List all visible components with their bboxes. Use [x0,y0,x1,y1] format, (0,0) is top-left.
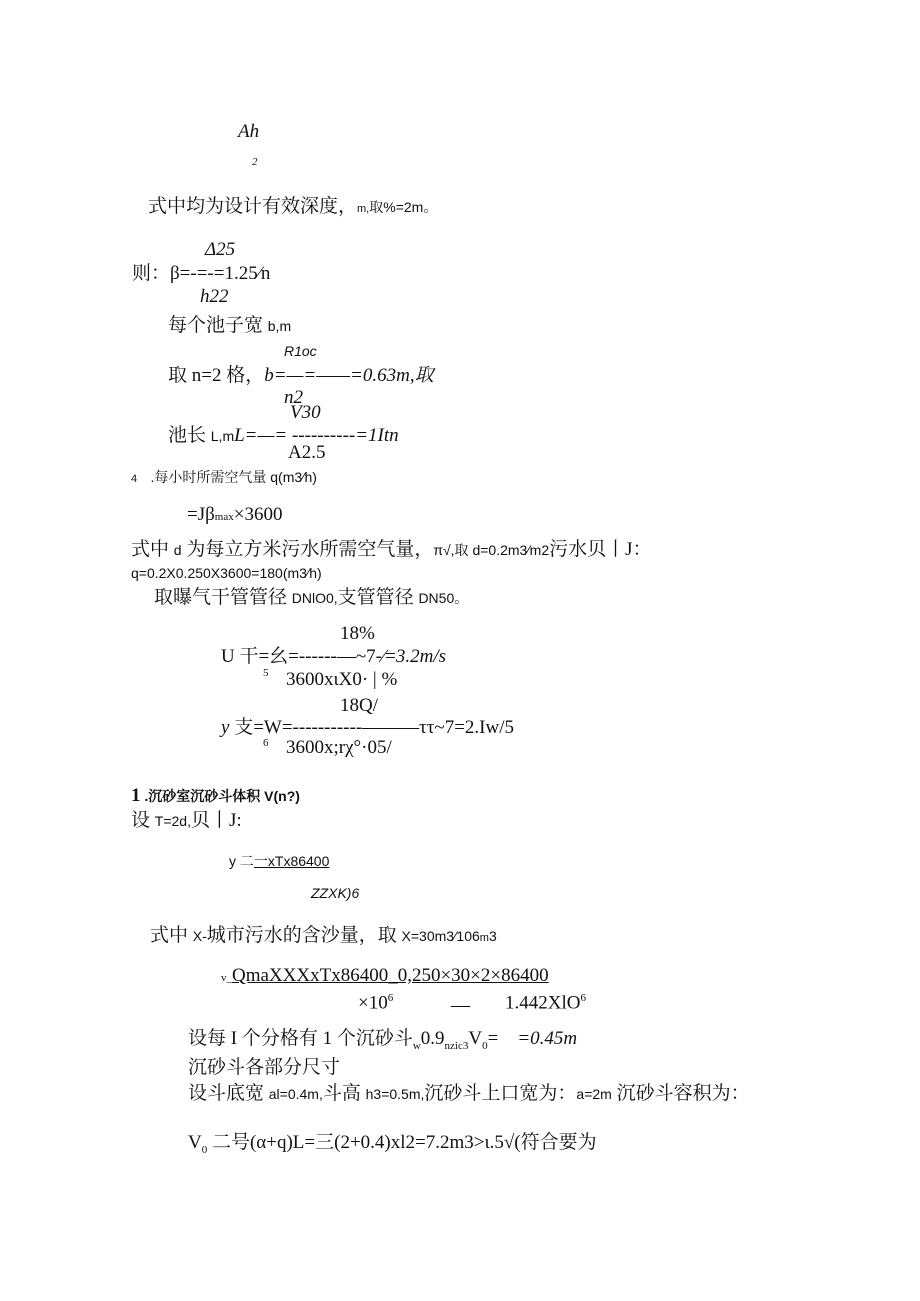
formula-numerator-25: Δ25 [205,239,236,260]
formula-volume-denominator-left: $\times 10^6$ [358,992,394,1014]
formula-hopper-capacity: $V_0$ 二号(α+q)L=三(2+0.4)xl2=7.2m3>ι.5√(符合要为 [188,1132,597,1156]
line-hopper-bottom-width: 设斗底宽 al=0.4m,斗高 h3=0.5m,沉砂斗上口宽为：a=2m 沉砂斗容积为： [188,1083,750,1104]
formula-denominator-main: 3600xιX0· | % [286,669,398,690]
formula-main-pipe-velocity: U 干=幺=------—~7-∕=3.2m/s [221,646,447,667]
line-hopper-per-cell: 设每 I 个分格有 1 个沉砂斗$_w0.9_{nzic3}V_0=$ =0.45m [188,1028,578,1052]
line-pool-length: 池长 L,mL=—= ----------=1Itn [168,425,399,446]
line-pool-width: 每个池子宽 b,m [168,315,292,336]
formula-volume-dash: — [451,995,470,1016]
line-depth-definition: 式中均为设计有效深度，m,取%=2m。 [148,196,438,217]
formula-n2: n2 [284,387,303,408]
formula-v30: V30 [290,402,321,423]
formula-a25: A2.5 [288,442,326,463]
heading-air-demand: 4 .每小时所需空气量 q(m3∕h) [131,469,317,485]
formula-denominator-hopper: ZZXK)6 [311,885,360,901]
formula-denominator-branch: 3600x;rχ°·05/ [286,737,392,758]
heading-sand-hopper-volume: 1 .沉砂室沉砂斗体积 V(n?) [131,785,300,806]
line-air-per-cubic-meter: 式中 d 为每立方米污水所需空气量，π√,取 d=0.2m3∕m2污水贝丨J： [131,539,652,560]
formula-marker-5: 5 [263,667,269,679]
formula-marker-6: 6 [263,737,269,749]
line-hopper-dimensions: 沉砂斗各部分尺寸 [188,1057,341,1078]
line-sand-content: 式中 X-城市污水的含沙量，取 X=30m3∕106m3 [150,925,497,946]
formula-volume-numerator: v_QmaXXXxTx86400_0,250×30×2×86400 [221,965,549,986]
formula-18pct: 18% [340,623,375,644]
line-width-calc: 取 n=2 格，b=—=——=0.63m,取 [168,365,434,386]
formula-subscript-2: 2 [252,156,258,168]
formula-branch-pipe-velocity: y 支=W=-----------———ττ~7=2.Iw/5 [221,717,514,738]
formula-r1oc: R1oc [284,343,317,359]
formula-q-result: q=0.2X0.250X3600=180(m3∕h) [131,565,322,581]
formula-volume-denominator-right: 1.442XlO$^6$ [505,992,586,1014]
line-pipe-diameter: 取曝气干管管径 DNlO0,支管管径 DN50。 [154,587,469,608]
formula-ah: Ah [238,121,260,142]
formula-beta-ratio: 则：β=-=-=1.25∕n [132,263,271,284]
formula-air-demand: =Jβmax×3600 [187,504,283,525]
formula-hopper-volume: y 二一xTx86400 [229,853,330,869]
line-set-t: 设 T=2d,贝丨J: [131,810,242,831]
formula-18q: 18Q/ [340,695,378,716]
formula-denominator-h22: h22 [200,286,229,307]
